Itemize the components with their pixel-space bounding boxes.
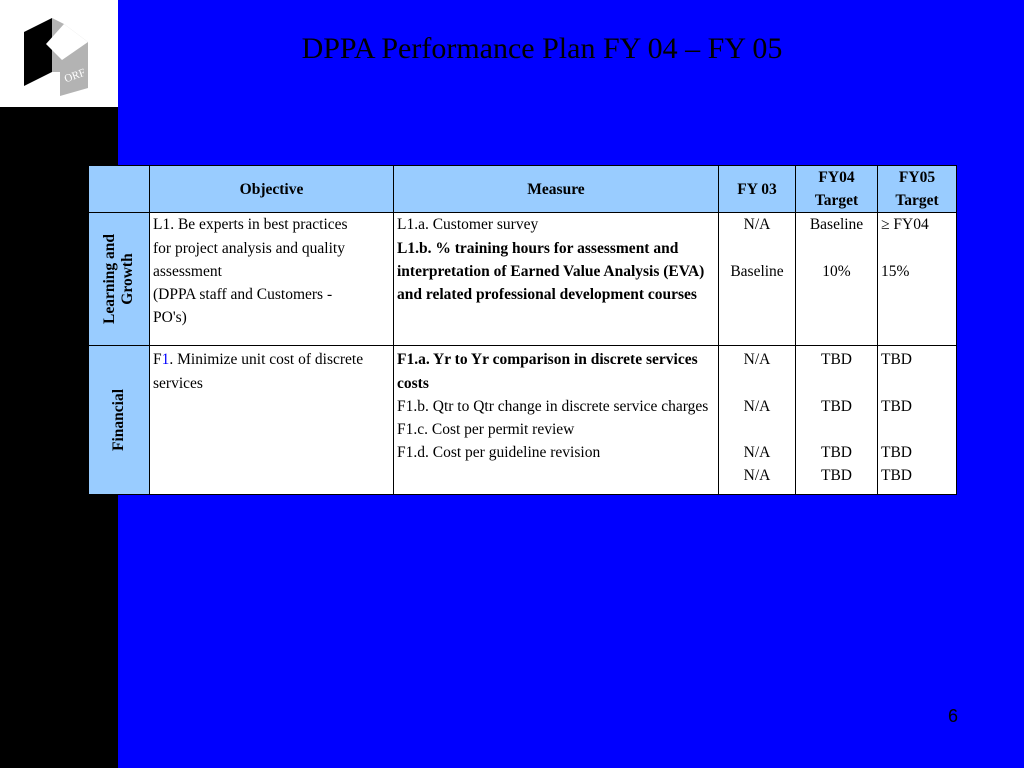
category-cell xyxy=(89,213,150,346)
measure-item: F1.a. Yr to Yr comparison in discrete services costs xyxy=(397,351,698,392)
table-header-row xyxy=(89,166,957,213)
fy04-cell xyxy=(796,346,878,495)
objective-line: PO's) xyxy=(153,309,187,327)
header-fy05-target: FY05 Target xyxy=(878,166,957,213)
fy05-cell xyxy=(878,346,957,495)
header-objective: Objective xyxy=(150,166,394,213)
fy04-value: TBD xyxy=(821,444,852,462)
category-label: Learning and Growth xyxy=(101,234,136,325)
measure-item: L1.a. Customer survey xyxy=(397,216,539,234)
fy03-value: N/A xyxy=(743,216,771,234)
fy03-value: N/A xyxy=(743,444,771,462)
objective-prefix: F xyxy=(153,351,162,369)
header-fy03: FY 03 xyxy=(719,166,796,213)
fy04-value: 10% xyxy=(822,262,851,280)
page-number: 6 xyxy=(948,706,959,726)
objective-line: (DPPA staff and Customers - xyxy=(153,286,333,304)
fy04-value: TBD xyxy=(821,467,852,485)
objective-text: . Minimize unit cost of discrete services xyxy=(153,351,364,392)
measure-item: F1.d. Cost per guideline revision xyxy=(397,444,601,462)
logo-text: ORF xyxy=(62,66,87,86)
measure-cell xyxy=(394,346,719,495)
table-row xyxy=(89,213,957,346)
logo-box xyxy=(0,0,118,107)
objective-cell xyxy=(150,213,394,346)
fy03-value: Baseline xyxy=(730,262,784,280)
measure-item: L1.b. % training hours for assessment and interpretation of Earned Value Analysis (EVA) and related professional development courses xyxy=(397,239,705,304)
fy05-value: TBD xyxy=(881,444,912,462)
objective-line: L1. Be experts in best practices xyxy=(153,216,348,234)
fy04-value: TBD xyxy=(821,397,852,415)
table-row xyxy=(89,346,957,495)
fy04-cell xyxy=(796,213,878,346)
fy03-value: N/A xyxy=(743,467,771,485)
fy05-value: TBD xyxy=(881,351,912,369)
objective-highlight: 1 xyxy=(161,351,170,369)
category-cell xyxy=(89,346,150,495)
fy03-cell xyxy=(719,346,796,495)
orf-logo-icon xyxy=(22,14,92,96)
header-category xyxy=(89,166,150,213)
measure-item: F1.b. Qtr to Qtr change in discrete service charges xyxy=(397,397,709,415)
performance-table xyxy=(88,165,956,495)
measure-cell xyxy=(394,213,719,346)
measure-item: F1.c. Cost per permit review xyxy=(397,421,575,439)
header-measure: Measure xyxy=(394,166,719,213)
fy04-value: Baseline xyxy=(809,216,864,234)
fy05-value: TBD xyxy=(881,467,912,485)
category-label: Financial xyxy=(110,389,127,452)
header-fy04-target: FY04 Target xyxy=(796,166,878,213)
slide-title: DPPA Performance Plan FY 04 – FY 05 xyxy=(301,32,783,65)
fy04-value: TBD xyxy=(821,351,852,369)
objective-cell xyxy=(150,346,394,495)
fy05-cell xyxy=(878,213,957,346)
fy03-cell xyxy=(719,213,796,346)
fy05-value: 15% xyxy=(881,262,910,280)
fy03-value: N/A xyxy=(743,397,771,415)
fy03-value: N/A xyxy=(743,351,771,369)
objective-line: for project analysis and quality xyxy=(153,239,345,257)
objective-line: assessment xyxy=(153,262,222,280)
fy05-value: ≥ FY04 xyxy=(881,216,929,234)
fy05-value: TBD xyxy=(881,397,912,415)
